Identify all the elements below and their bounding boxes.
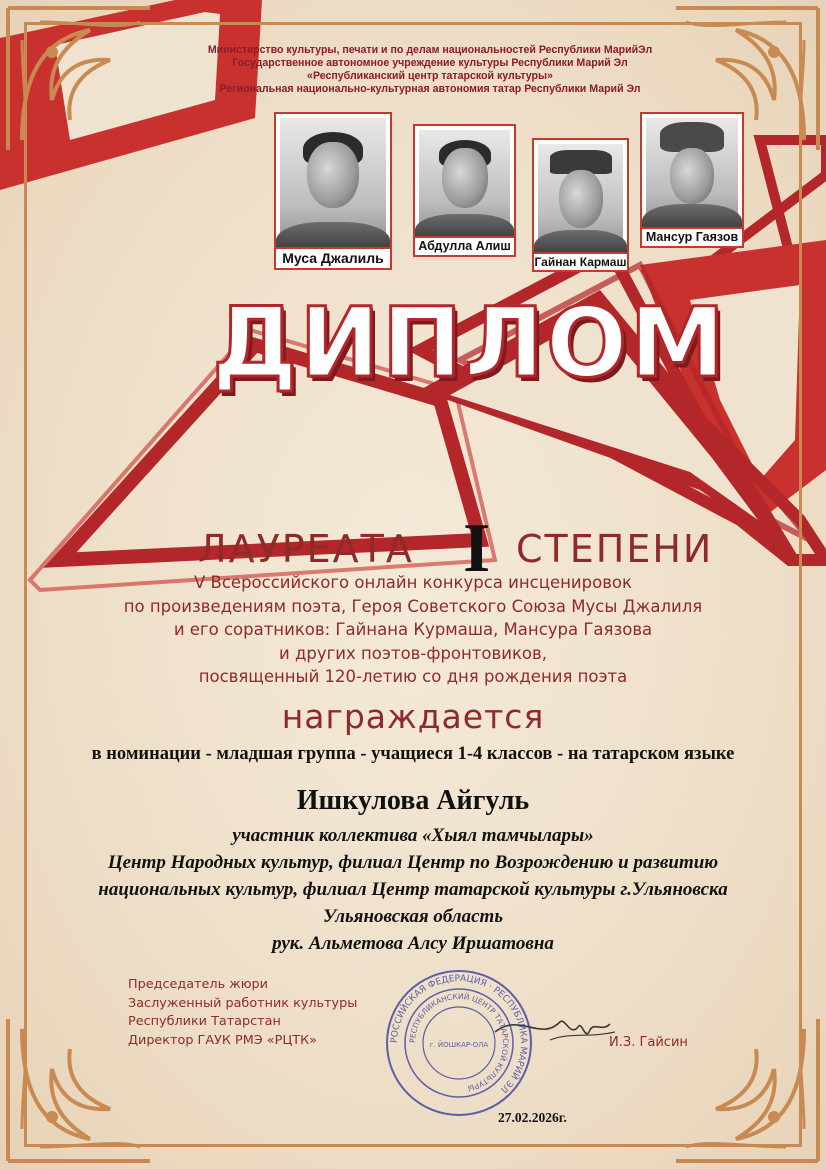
detail-line: участник коллектива «Хыял тамчылары» — [232, 825, 594, 846]
jury-line: Председатель жюри — [128, 977, 268, 992]
nomination-text: в номинации - младшая группа - учащиеся 1-4 классов - на татарском языке — [91, 744, 735, 764]
description-line: и других поэтов-фронтовиков, — [279, 643, 547, 663]
detail-line: национальных культур, филиал Центр татарской культуры г.Ульяновска — [98, 879, 728, 900]
detail-line: рук. Альметова Алсу Иршатовна — [272, 933, 554, 954]
laureate-suffix: СТЕПЕНИ — [516, 527, 714, 571]
description-line: посвященный 120-летию со дня рождения поэта — [198, 667, 628, 686]
portrait-caption: Абдулла Алиш — [413, 236, 516, 257]
stamp-outer-text: РОССИЙСКАЯ ФЕДЕРАЦИЯ · РЕСПУБЛИКА МАРИЙ ЭЛ — [389, 973, 529, 1095]
laureate-degree: I — [463, 510, 491, 587]
jury-chair-block — [128, 976, 357, 1050]
corner-ornament-bottom-right — [656, 999, 826, 1169]
diploma-title: ДИПЛОМ — [212, 287, 728, 399]
jury-line: Директор ГАУК РМЭ «РЦТК» — [128, 1032, 317, 1048]
winner-details — [40, 822, 786, 957]
description-line: по произведениям поэта, Героя Советского Союза Мусы Джалиля — [123, 596, 703, 616]
corner-ornament-top-left — [0, 0, 170, 170]
issue-date: 27.02.2026г. — [498, 1110, 567, 1125]
signature-scribble — [490, 1002, 620, 1052]
organization-line: Министерство культуры, печати и по делам национальностей Республики МарийЭл — [207, 44, 653, 56]
portrait-caption: Муса Джалиль — [274, 247, 392, 270]
detail-line: Центр Народных культур, филиал Центр по Возрождению и развитию — [107, 852, 719, 873]
jury-line: Республики Татарстан — [128, 1014, 281, 1029]
organization-line: Региональная национально-культурная автономия татар Республики Марий Эл — [219, 83, 641, 95]
organizations-header — [150, 44, 710, 96]
laureate-prefix: ЛАУРЕАТА — [198, 527, 414, 571]
contest-description — [100, 571, 726, 689]
portrait-caption: Гайнан Кармаш — [532, 252, 629, 272]
stamp-city: г. ЙОШКАР-ОЛА — [429, 1041, 489, 1049]
detail-line: Ульяновская область — [322, 906, 504, 927]
winner-name: Ишкулова Айгуль — [296, 785, 530, 816]
stamp-inner-text: РЕСПУБЛИКАНСКИЙ ЦЕНТР ТАТАРСКОЙ КУЛЬТУРЫ — [407, 991, 511, 1094]
signer-name: И.З. Гайсин — [609, 1035, 688, 1050]
description-line: V Всероссийского онлайн конкурса инсценировок — [194, 573, 632, 592]
portrait-caption: Мансур Гаязов — [640, 227, 744, 248]
description-line: и его соратников: Гайнана Курмаша, Мансура Гаязова — [173, 620, 653, 639]
organization-line: Государственное автономное учреждение культуры Республики Марий Эл — [232, 57, 628, 69]
jury-line: Заслуженный работник культуры — [128, 995, 358, 1011]
organization-line: «Республиканский центр татарской культуры» — [307, 70, 553, 82]
awarded-heading: награждается — [281, 697, 545, 736]
